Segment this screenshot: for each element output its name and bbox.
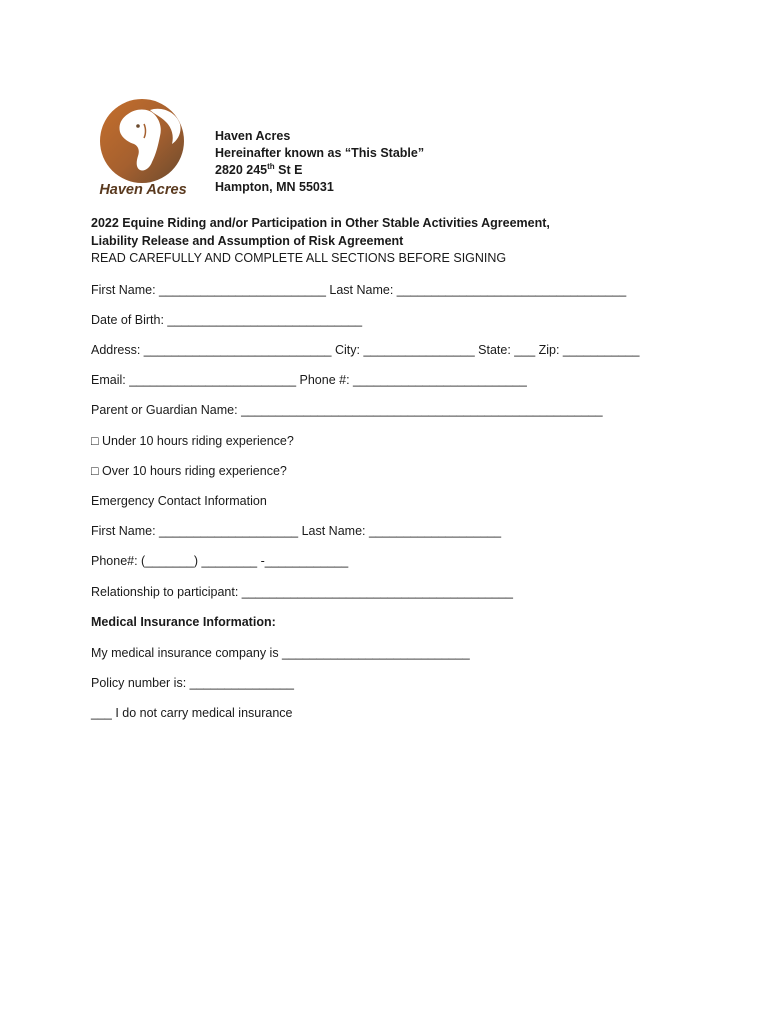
horse-logo-icon bbox=[90, 94, 196, 202]
stable-alias: Hereinafter known as “This Stable” bbox=[215, 146, 425, 160]
relationship-field[interactable]: Relationship to participant: _______________________________________ bbox=[91, 585, 513, 599]
no-insurance-field[interactable]: ___ I do not carry medical insurance bbox=[91, 706, 293, 720]
street-suffix: th bbox=[267, 161, 275, 171]
agreement-title-block bbox=[91, 215, 550, 268]
medical-insurance-heading: Medical Insurance Information: bbox=[91, 615, 276, 629]
stable-city-line: Hampton, MN 55031 bbox=[215, 180, 334, 194]
policy-number-field[interactable]: Policy number is: _______________ bbox=[91, 676, 294, 690]
under-10-hours-checkbox[interactable]: □ Under 10 hours riding experience? bbox=[91, 434, 294, 448]
stable-street bbox=[215, 162, 424, 179]
email-phone-field[interactable]: Email: ________________________ Phone #: _________________________ bbox=[91, 373, 527, 387]
participant-name-field[interactable]: First Name: ________________________ Last Name: _________________________________ bbox=[91, 283, 627, 297]
date-of-birth-field[interactable]: Date of Birth: ____________________________ bbox=[91, 313, 363, 327]
street-number: 2820 245 bbox=[215, 163, 268, 177]
stable-address-block bbox=[215, 128, 424, 196]
agreement-title-line1: 2022 Equine Riding and/or Participation in Other Stable Activities Agreement, bbox=[91, 216, 550, 230]
logo-text: Haven Acres bbox=[99, 182, 187, 198]
stable-name: Haven Acres bbox=[215, 129, 291, 143]
haven-acres-logo bbox=[90, 94, 196, 202]
over-10-hours-checkbox[interactable]: □ Over 10 hours riding experience? bbox=[91, 464, 287, 478]
emergency-phone-field[interactable]: Phone#: (_______) ________ -____________ bbox=[91, 554, 349, 568]
emergency-contact-heading: Emergency Contact Information bbox=[91, 494, 267, 508]
insurance-company-field[interactable]: My medical insurance company is ___________________________ bbox=[91, 646, 470, 660]
guardian-name-field[interactable]: Parent or Guardian Name: ____________________________________________________ bbox=[91, 403, 603, 417]
address-field[interactable]: Address: ___________________________ City: ________________ State: ___ Zip: ___________ bbox=[91, 343, 640, 357]
read-carefully-instruction: READ CAREFULLY AND COMPLETE ALL SECTIONS BEFORE SIGNING bbox=[91, 251, 507, 265]
agreement-title-line2: Liability Release and Assumption of Risk Agreement bbox=[91, 233, 404, 248]
street-rest: St E bbox=[274, 163, 303, 177]
emergency-name-field[interactable]: First Name: ____________________ Last Name: ___________________ bbox=[91, 524, 502, 538]
